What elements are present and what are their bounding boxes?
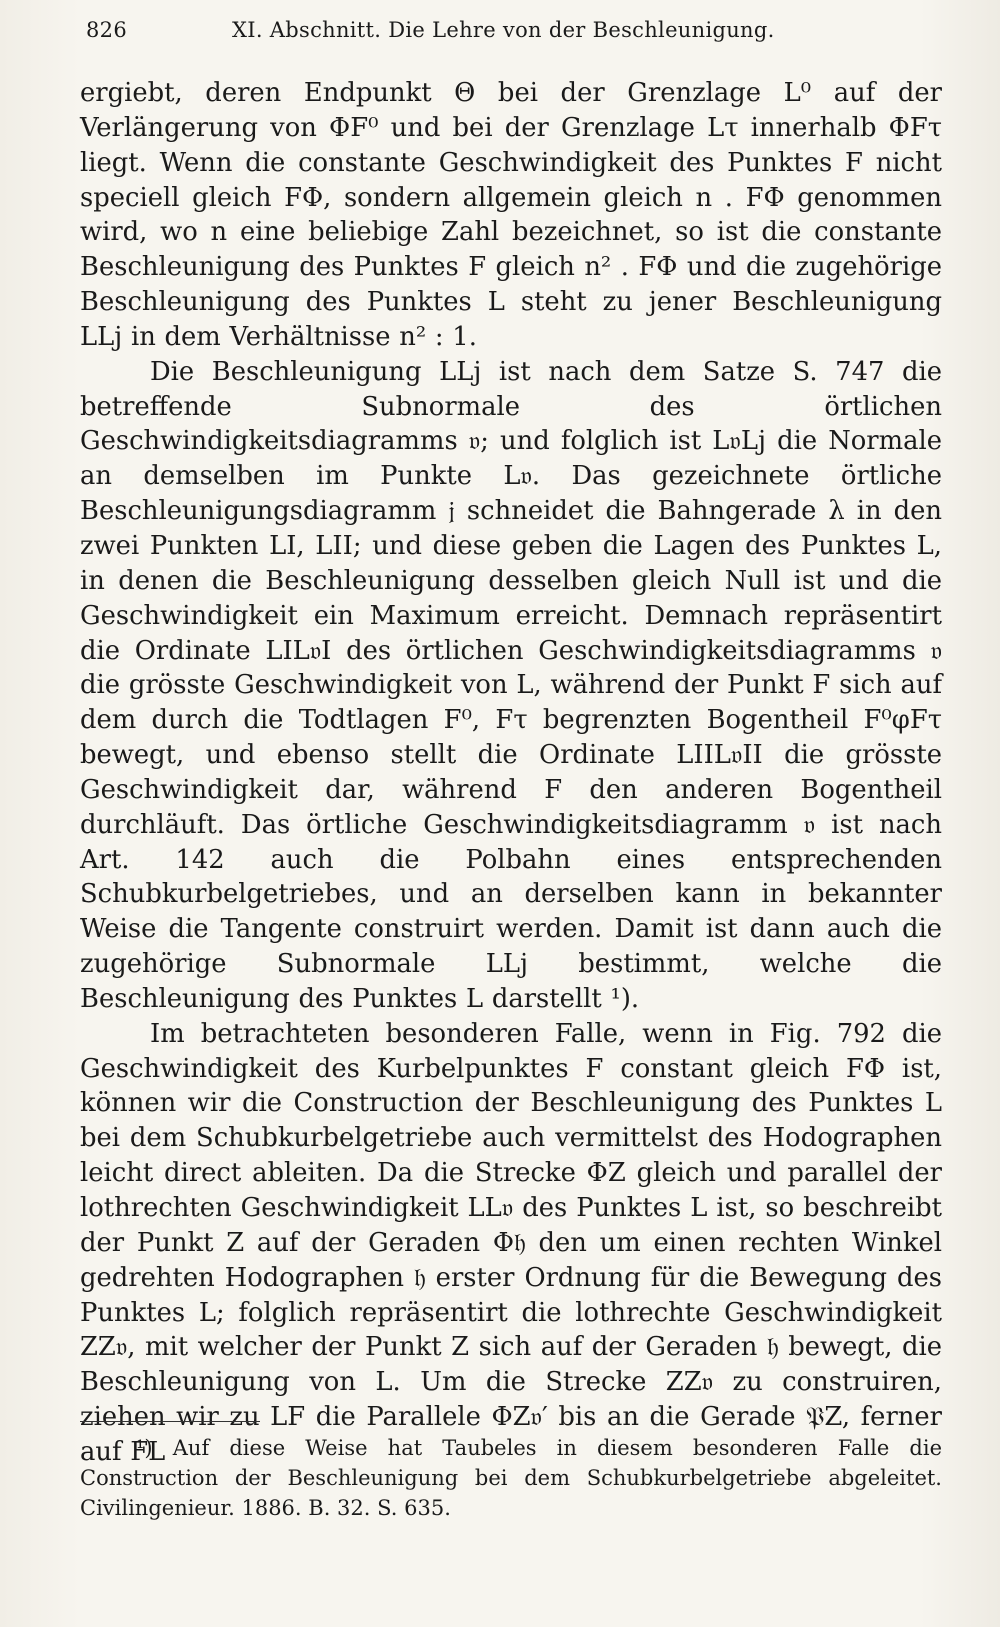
page-number: 826 <box>86 18 127 42</box>
page-header <box>86 18 946 54</box>
footnote-divider <box>80 1421 260 1422</box>
footnote-text: ¹) Auf diese Weise hat Taubeles in diesem besonderen Falle die Construction der Beschleunigung bei dem Schubkurbelgetriebe abgeleitet. Civilingenieur. 1886. B. 32. S. 635. <box>80 1436 942 1520</box>
paragraph-1: ergiebt, deren Endpunkt Θ bei der Grenzlage L⁰ auf der Verlängerung von ΦF⁰ und bei der Grenzlage Lτ innerhalb ΦFτ liegt. Wenn die constante Geschwindigkeit des Punktes F nicht speciell gleich FΦ, sondern allgemein gleich n . FΦ genommen wird, wo n eine beliebige Zahl bezeichnet, so ist die constante Beschleunigung des Punktes F gleich n² . FΦ und die zugehörige Beschleunigung des Punktes L steht zu jener Beschleunigung LLj in dem Verhältnisse n² : 1. <box>80 78 942 352</box>
body-text <box>80 76 942 1470</box>
paragraph-2: Die Beschleunigung LLj ist nach dem Satze S. 747 die betreffende Subnormale des örtlichen Geschwindigkeitsdiagramms 𝔳; und folglich ist L𝔳Lj die Normale an demselben im Punkte L𝔳. Das gezeichnete örtliche Beschleunigungsdiagramm 𝔧 schneidet die Bahngerade λ in den zwei Punkten LI, LII; und diese geben die Lagen des Punktes L, in denen die Beschleunigung desselben gleich Null ist und die Geschwindigkeit ein Maximum erreicht. Demnach repräsentirt die Ordinate LIL𝔳I des örtlichen Geschwindigkeitsdiagramms 𝔳 die grösste Geschwindigkeit von L, während der Punkt F sich auf dem durch die Todtlagen F⁰, Fτ begrenzten Bogentheil F⁰φFτ bewegt, und ebenso stellt die Ordinate LIIL𝔳II die grösste Geschwindigkeit dar, während F den anderen Bogentheil durchläuft. Das örtliche Geschwindigkeitsdiagramm 𝔳 ist nach Art. 142 auch die Polbahn eines entsprechenden Schubkurbelgetriebes, und an derselben kann in bekannter Weise die Tangente construirt werden. Damit ist dann auch die zugehörige Subnormale LLj bestimmt, welche die Beschleunigung des Punktes L darstellt ¹). <box>80 356 942 1014</box>
paragraph-3: Im betrachteten besonderen Falle, wenn in Fig. 792 die Geschwindigkeit des Kurbelpunktes F constant gleich FΦ ist, können wir die Construction der Beschleunigung des Punktes L bei dem Schubkurbelgetriebe auch vermittelst des Hodographen leicht direct ableiten. Da die Strecke ΦZ gleich und parallel der lothrechten Geschwindigkeit LL𝔳 des Punktes L ist, so beschreibt der Punkt Z auf der Geraden Φ𝔥 den um einen rechten Winkel gedrehten Hodographen 𝔥 erster Ordnung für die Bewegung des Punktes L; folglich repräsentirt die lothrechte Geschwindigkeit ZZ𝔳, mit welcher der Punkt Z sich auf der Geraden 𝔥 bewegt, die Beschleunigung von L. Um die Strecke ZZ𝔳 zu construiren, ziehen wir zu LF die Parallele ΦZ𝔳′ bis an die Gerade 𝔓Z, ferner auf FL <box>80 1018 942 1467</box>
running-title: XI. Abschnitt. Die Lehre von der Beschleunigung. <box>232 18 775 42</box>
footnote <box>80 1433 942 1523</box>
